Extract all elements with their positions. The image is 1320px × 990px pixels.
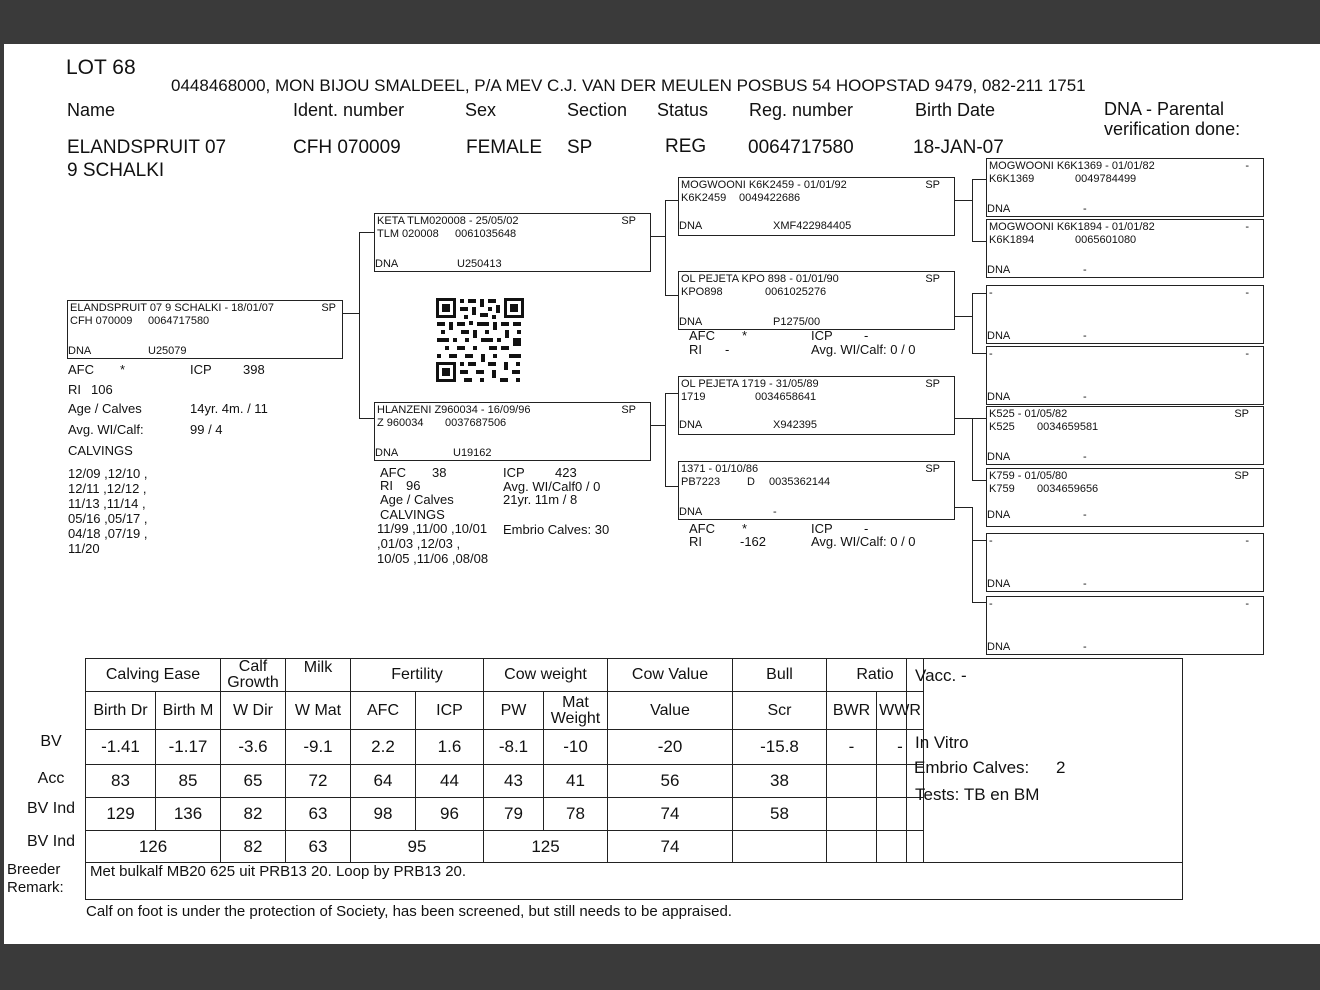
group-header: Calf Growth — [221, 659, 286, 692]
pedigree-title: OL PEJETA KPO 898 - 01/01/90 — [681, 273, 839, 285]
self-ri-label: RI — [68, 382, 81, 397]
gp-afc-label: AFC — [689, 521, 715, 536]
column-header: Mat Weight — [544, 692, 608, 730]
pedigree-section: SP — [925, 273, 940, 285]
pedigree-dna-value: U25079 — [148, 345, 187, 357]
pedigree-reg: 0061025276 — [765, 286, 827, 298]
animal-reg: 0064717580 — [748, 137, 854, 158]
self-calvings-line: 11/13 ,11/14 , — [68, 496, 146, 511]
pedigree-dna-value: - — [1083, 203, 1087, 215]
pedigree-section: - — [1245, 598, 1249, 610]
animal-name-2: 9 SCHALKI — [67, 160, 165, 181]
footer-note: Calf on foot is under the protection of Society, has been screened, but still needs to be appraised. — [86, 903, 732, 920]
gp-ri: -162 — [740, 534, 767, 549]
bvind2-cell: 95 — [351, 831, 484, 863]
connector — [651, 236, 665, 237]
pedigree-reg: 0034659581 — [1037, 421, 1099, 433]
pedigree-title: ELANDSPRUIT 07 9 SCHALKI - 18/01/07 — [70, 302, 275, 314]
group-header: Milk — [286, 659, 351, 692]
connector — [665, 200, 666, 295]
pedigree-box-gp — [678, 461, 955, 520]
acc-cell: 41 — [544, 765, 608, 798]
pedigree-title: - — [989, 348, 993, 360]
gp-ri: - — [725, 342, 730, 357]
pedigree-section: - — [1245, 535, 1249, 547]
bv-cell: -20 — [608, 730, 733, 765]
pedigree-id: CFH 070009 — [70, 315, 133, 327]
column-header: W Dir — [221, 692, 286, 730]
pedigree-dna-label: DNA — [987, 509, 1011, 521]
dam-icp: 423 — [555, 465, 577, 480]
self-calvings-line: 05/16 ,05/17 , — [68, 511, 148, 526]
dam-calvings-line: 11/99 ,11/00 ,10/01 — [377, 521, 488, 536]
embrio-calves-value: 2 — [1056, 758, 1066, 777]
pedigree-id: 1719 — [681, 391, 706, 403]
connector — [972, 353, 986, 354]
pedigree-dna-label: DNA — [987, 264, 1011, 276]
connector — [972, 418, 973, 480]
pedigree-id: TLM 020008 — [377, 228, 439, 240]
connector — [665, 393, 678, 394]
pedigree-dna-value: - — [1083, 330, 1087, 342]
dam-ri: 96 — [406, 478, 421, 493]
connector — [343, 313, 359, 314]
bvind-cell: 78 — [544, 798, 608, 831]
dam-calvings-line: ,01/03 ,12/03 , — [377, 536, 461, 551]
connector — [972, 507, 973, 602]
pedigree-dna-value: - — [1083, 451, 1087, 463]
pedigree-dna-label: DNA — [679, 506, 703, 518]
pedigree-box-sire — [374, 213, 651, 272]
bv-cell: -1.41 — [86, 730, 156, 765]
pedigree-section: - — [1245, 287, 1249, 299]
connector — [359, 232, 360, 418]
dam-agecalves-label: Age / Calves — [380, 492, 454, 507]
acc-cell: 85 — [156, 765, 221, 798]
tests-label: Tests: TB en BM — [915, 785, 1040, 804]
pedigree-box-gp — [678, 271, 955, 330]
connector — [972, 293, 986, 294]
remark-label-2: Remark: — [7, 879, 64, 896]
bv-cell: -9.1 — [286, 730, 351, 765]
dam-afc-label: AFC — [380, 465, 406, 480]
pedigree-title: OL PEJETA 1719 - 31/05/89 — [681, 378, 819, 390]
header-status: Status — [657, 100, 709, 120]
bvind-cell: 136 — [156, 798, 221, 831]
self-afc: * — [120, 362, 126, 377]
pedigree-section: SP — [1234, 470, 1249, 482]
pedigree-section: SP — [925, 179, 940, 191]
connector — [972, 602, 986, 603]
pedigree-title: K759 - 01/05/80 — [989, 470, 1068, 482]
pedigree-dna-value: U250413 — [457, 258, 502, 270]
pedigree-dna-value: XMF422984405 — [773, 220, 852, 232]
pedigree-id: K759 — [989, 483, 1015, 495]
bv-cell: 2.2 — [351, 730, 416, 765]
table-row-acc — [86, 765, 924, 798]
pedigree-id: K6K1369 — [989, 173, 1035, 185]
pedigree-box-ggp — [986, 346, 1264, 405]
pedigree-box-ggp — [986, 468, 1264, 527]
pedigree-box-gp — [678, 376, 955, 435]
row-label-bv: BV — [40, 733, 62, 750]
bottom-bar — [0, 944, 1320, 990]
pedigree-title: 1371 - 01/10/86 — [681, 463, 759, 475]
self-calvings-label: CALVINGS — [68, 443, 133, 458]
pedigree-dna-value: U19162 — [453, 447, 492, 459]
bvind2-cell: 125 — [484, 831, 608, 863]
bvind2-cell: 63 — [286, 831, 351, 863]
bv-cell: -8.1 — [484, 730, 544, 765]
table-row-bv — [86, 730, 924, 765]
connector — [665, 393, 666, 486]
acc-cell: 72 — [286, 765, 351, 798]
group-header: Fertility — [351, 659, 484, 692]
connector — [972, 480, 986, 481]
connector — [651, 425, 665, 426]
connector — [972, 540, 986, 541]
pedigree-reg: 0034659656 — [1037, 483, 1099, 495]
pedigree-dna-label: DNA — [987, 451, 1011, 463]
pedigree-box-ggp — [986, 596, 1264, 655]
column-header: Birth Dr — [86, 692, 156, 730]
self-agecalves: 14yr. 4m. / 11 — [190, 401, 268, 416]
group-header: Cow weight — [484, 659, 608, 692]
pedigree-dna-label: DNA — [375, 258, 399, 270]
pedigree-box-ggp — [986, 219, 1264, 278]
header-ident: Ident. number — [293, 100, 405, 120]
pedigree-box-ggp — [986, 158, 1264, 217]
pedigree-dna-value: - — [1083, 641, 1087, 653]
pedigree-reg: 0049422686 — [739, 192, 801, 204]
remark-text: Met bulkalf MB20 625 uit PRB13 20. Loop by PRB13 20. — [90, 863, 467, 880]
connector — [665, 200, 678, 201]
pedigree-dna-value: X942395 — [773, 419, 818, 431]
qr-code-icon — [435, 297, 525, 383]
column-header: Scr — [733, 692, 827, 730]
gp-icp-label: ICP — [811, 521, 833, 536]
row-label-acc: Acc — [37, 770, 65, 787]
pedigree-reg: 0037687506 — [445, 417, 507, 429]
pedigree-section: SP — [621, 404, 636, 416]
connector — [955, 507, 972, 508]
bvind2-cell — [733, 831, 827, 863]
dam-ri-label: RI — [380, 478, 393, 493]
bvind-cell: 63 — [286, 798, 351, 831]
pedigree-dna-value: - — [1083, 264, 1087, 276]
self-icp-label: ICP — [190, 362, 212, 377]
pedigree-dna-label: DNA — [987, 203, 1011, 215]
column-header: AFC — [351, 692, 416, 730]
pedigree-dna-value: - — [1083, 391, 1087, 403]
dam-embrio-calves: Embrio Calves: 30 — [503, 522, 610, 537]
bvind-cell: 82 — [221, 798, 286, 831]
pedigree-title: HLANZENI Z960034 - 16/09/96 — [377, 404, 531, 416]
table-row-bvind-combined — [86, 831, 924, 863]
pedigree-section: SP — [925, 463, 940, 475]
bv-cell: - — [827, 730, 877, 765]
vacc-label: Vacc. - — [915, 666, 967, 685]
bv-cell: -1.17 — [156, 730, 221, 765]
acc-cell: 56 — [608, 765, 733, 798]
pedigree-dna-label: DNA — [987, 641, 1011, 653]
pedigree-reg: 0065601080 — [1075, 234, 1137, 246]
pedigree-box-self — [67, 300, 343, 359]
bvind-cell — [827, 798, 877, 831]
acc-cell: 43 — [484, 765, 544, 798]
pedigree-id: PB7223 — [681, 476, 721, 488]
acc-cell — [827, 765, 877, 798]
header-reg: Reg. number — [749, 100, 854, 120]
gp-avg: Avg. WI/Calf: 0 / 0 — [811, 534, 916, 549]
header-birth: Birth Date — [915, 100, 996, 120]
pedigree-section: SP — [621, 215, 636, 227]
header-dna-1: DNA - Parental — [1104, 99, 1225, 119]
pedigree-dna-label: DNA — [68, 345, 92, 357]
pedigree-dna-value: - — [1083, 578, 1087, 590]
self-icp: 398 — [243, 362, 265, 377]
in-vitro-label: In Vitro — [915, 733, 969, 752]
column-header: ICP — [416, 692, 484, 730]
remark-label-1: Breeder — [7, 861, 61, 878]
pedigree-title: MOGWOONI K6K1369 - 01/01/82 — [989, 160, 1155, 172]
header-name: Name — [67, 100, 116, 120]
animal-name-1: ELANDSPRUIT 07 — [67, 137, 227, 158]
column-header: W Mat — [286, 692, 351, 730]
acc-cell: 44 — [416, 765, 484, 798]
connector — [955, 418, 972, 419]
animal-section: SP — [567, 137, 593, 158]
pedigree-title: - — [989, 535, 993, 547]
pedigree-box-dam — [374, 402, 651, 461]
pedigree-box-ggp — [986, 406, 1264, 465]
gp-ri-label: RI — [689, 342, 702, 357]
pedigree-dna-label: DNA — [987, 578, 1011, 590]
pedigree-dna-value: P1275/00 — [773, 316, 821, 328]
dam-calvings-label: CALVINGS — [380, 507, 445, 522]
bvind-cell: 129 — [86, 798, 156, 831]
header-section: Section — [567, 100, 628, 120]
pedigree-box-gp — [678, 177, 955, 236]
table-row-bvind — [86, 798, 924, 831]
pedigree-reg: 0034658641 — [755, 391, 817, 403]
self-agecalves-label: Age / Calves — [68, 401, 142, 416]
connector — [955, 200, 972, 201]
acc-cell: 65 — [221, 765, 286, 798]
pedigree-section: SP — [925, 378, 940, 390]
bvind2-cell: 126 — [86, 831, 221, 863]
pedigree-id: K6K2459 — [681, 192, 727, 204]
dam-calvings-line: 10/05 ,11/06 ,08/08 — [377, 551, 489, 566]
owner-line: 0448468000, MON BIJOU SMALDEEL, P/A MEV C.J. VAN DER MEULEN POSBUS 54 HOOPSTAD 9479, 082-211 1751 — [171, 76, 1086, 95]
pedigree-dna-label: DNA — [987, 330, 1011, 342]
acc-cell: 83 — [86, 765, 156, 798]
pedigree-section: SP — [1234, 408, 1249, 420]
bv-cell: -3.6 — [221, 730, 286, 765]
group-header: Bull — [733, 659, 827, 692]
pedigree-title: - — [989, 287, 993, 299]
gp-icp: - — [864, 328, 869, 343]
group-header: Calving Ease — [86, 659, 221, 692]
self-avg: 99 / 4 — [190, 422, 223, 437]
pedigree-title: KETA TLM020008 - 25/05/02 — [377, 215, 519, 227]
self-avg-label: Avg. WI/Calf: — [68, 422, 144, 437]
connector — [665, 486, 678, 487]
group-header: Cow Value — [608, 659, 733, 692]
bvind-cell: 58 — [733, 798, 827, 831]
gp-avg: Avg. WI/Calf: 0 / 0 — [811, 342, 916, 357]
bvind-cell: 98 — [351, 798, 416, 831]
connector — [972, 241, 986, 242]
pedigree-dna-label: DNA — [679, 419, 703, 431]
connector — [972, 293, 973, 353]
pedigree-dna-value: - — [1083, 509, 1087, 521]
bvind-cell: 96 — [416, 798, 484, 831]
dam-icp-label: ICP — [503, 465, 525, 480]
connector — [665, 295, 678, 296]
column-header: Birth M — [156, 692, 221, 730]
pedigree-flag: D — [747, 476, 755, 488]
header-dna-2: verification done: — [1104, 119, 1241, 139]
lot-number: LOT 68 — [66, 56, 136, 79]
gp-afc-label: AFC — [689, 328, 715, 343]
pedigree-dna-label: DNA — [679, 220, 703, 232]
bv-cell: -10 — [544, 730, 608, 765]
pedigree-reg: 0049784499 — [1075, 173, 1137, 185]
animal-status: REG — [665, 136, 707, 157]
gp-afc: * — [742, 521, 748, 536]
pedigree-section: SP — [321, 302, 336, 314]
self-afc-label: AFC — [68, 362, 94, 377]
column-header: BWR — [827, 692, 877, 730]
bvind2-cell — [827, 831, 877, 863]
pedigree-dna-label: DNA — [987, 391, 1011, 403]
gp-icp: - — [864, 521, 869, 536]
pedigree-id: K6K1894 — [989, 234, 1035, 246]
pedigree-section: - — [1245, 221, 1249, 233]
bvind-cell: 79 — [484, 798, 544, 831]
self-calvings-line: 11/20 — [68, 541, 100, 556]
dam-agecalves: 21yr. 11m / 8 — [503, 492, 578, 507]
gp-ri-label: RI — [689, 534, 702, 549]
pedigree-id: K525 — [989, 421, 1015, 433]
column-header: Value — [608, 692, 733, 730]
animal-birth: 18-JAN-07 — [913, 137, 1004, 158]
connector — [955, 316, 972, 317]
pedigree-dna-label: DNA — [679, 316, 703, 328]
pedigree-title: MOGWOONI K6K1894 - 01/01/82 — [989, 221, 1155, 233]
self-calvings-line: 12/11 ,12/12 , — [68, 481, 147, 496]
pedigree-title: - — [989, 598, 993, 610]
connector — [972, 179, 986, 180]
pedigree-dna-value: - — [773, 506, 777, 518]
pedigree-reg: 0064717580 — [148, 315, 210, 327]
self-calvings-line: 12/09 ,12/10 , — [68, 466, 148, 481]
acc-cell: 38 — [733, 765, 827, 798]
pedigree-dna-label: DNA — [375, 447, 399, 459]
bv-cell: 1.6 — [416, 730, 484, 765]
pedigree-section: - — [1245, 348, 1249, 360]
column-header: WWR — [877, 692, 924, 730]
animal-sex: FEMALE — [466, 137, 543, 158]
pedigree-box-ggp — [986, 533, 1264, 592]
connector — [359, 232, 374, 233]
gp-icp-label: ICP — [811, 328, 833, 343]
pedigree-reg: 0061035648 — [455, 228, 517, 240]
bv-cell: -15.8 — [733, 730, 827, 765]
row-label-bvind-2: BV Ind — [26, 833, 76, 850]
bv-cell: - — [877, 730, 924, 765]
pedigree-id: KPO898 — [681, 286, 723, 298]
header-sex: Sex — [465, 100, 497, 120]
bvind2-cell: 74 — [608, 831, 733, 863]
acc-cell: 64 — [351, 765, 416, 798]
column-header: PW — [484, 692, 544, 730]
pedigree-title: MOGWOONI K6K2459 - 01/01/92 — [681, 179, 847, 191]
group-header: Ratio — [827, 659, 924, 692]
bvind2-cell: 82 — [221, 831, 286, 863]
connector — [972, 179, 973, 241]
self-ri: 106 — [91, 382, 113, 397]
pedigree-reg: 0035362144 — [769, 476, 831, 488]
gp-afc: * — [742, 328, 748, 343]
breeding-values-table — [85, 658, 924, 863]
self-calvings-line: 04/18 ,07/19 , — [68, 526, 148, 541]
pedigree-id: Z 960034 — [377, 417, 424, 429]
animal-ident: CFH 070009 — [293, 137, 401, 158]
pedigree-section: - — [1245, 160, 1249, 172]
connector — [972, 418, 986, 419]
dam-avg: Avg. WI/Calf0 / 0 — [503, 479, 601, 494]
connector — [359, 418, 374, 419]
row-label-bvind: BV Ind — [26, 800, 76, 817]
pedigree-box-ggp — [986, 285, 1264, 344]
pedigree-title: K525 - 01/05/82 — [989, 408, 1068, 420]
embrio-calves-label: Embrio Calves: — [914, 758, 1030, 777]
dam-afc: 38 — [432, 465, 447, 480]
bvind-cell: 74 — [608, 798, 733, 831]
